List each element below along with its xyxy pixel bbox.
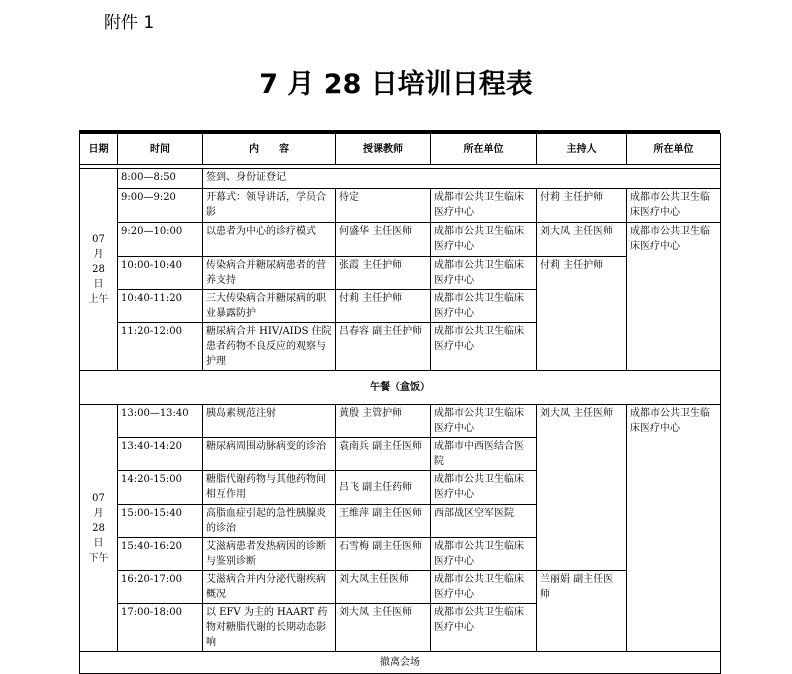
lunch-cell: 午餐（盒饭） <box>80 371 721 405</box>
attachment-label: 附件 1 <box>104 13 155 33</box>
date-line: 07 <box>92 234 105 245</box>
time-cell: 15:00-15:40 <box>118 505 203 538</box>
date-line: 07 <box>92 492 105 504</box>
teacher-cell: 待定 <box>336 189 431 223</box>
host-unit-cell: 成都市公共卫生临床医疗中心 <box>627 405 721 652</box>
closing-cell: 撤离会场 <box>80 652 721 674</box>
unit-cell: 成都市公共卫生临床医疗中心 <box>431 290 537 323</box>
teacher-cell: 何盛华 主任医师 <box>336 223 431 257</box>
date-line: 下午 <box>88 552 109 564</box>
unit-cell: 成都市公共卫生临床医疗中心 <box>431 323 537 371</box>
schedule-table <box>79 133 721 674</box>
header-content: 内 容 <box>203 134 336 165</box>
time-cell: 17:00-18:00 <box>118 604 203 652</box>
teacher-cell: 付莉 主任护师 <box>336 290 431 323</box>
unit-cell: 成都市公共卫生临床医疗中心 <box>431 471 537 505</box>
content-cell: 糖脂代谢药物与其他药物间相互作用 <box>203 471 336 505</box>
date-cell-morning <box>80 169 118 371</box>
teacher-cell: 吕飞 副主任药师 <box>336 471 431 505</box>
header-host-unit: 所在单位 <box>627 134 721 165</box>
date-line: 日 <box>93 537 104 549</box>
date-cell-afternoon <box>80 405 118 652</box>
page-title: 7 月 28 日培训日程表 <box>259 69 533 100</box>
time-cell: 8:00—8:50 <box>118 169 203 189</box>
content-cell: 艾滋病合并内分泌代谢疾病概况 <box>203 571 336 604</box>
teacher-cell: 刘大凤 主任医师 <box>336 604 431 652</box>
date-line: 上午 <box>88 294 109 305</box>
content-cell: 艾滋病患者发热病因的诊断与鉴别诊断 <box>203 538 336 571</box>
host-cell: 兰丽娟 副主任医师 <box>537 571 627 652</box>
content-cell: 糖尿病合并 HIV/AIDS 住院患者药物不良反应的观察与护理 <box>203 323 336 371</box>
unit-cell: 成都市公共卫生临床医疗中心 <box>431 189 537 223</box>
table-row <box>80 405 721 438</box>
lunch-row <box>80 371 721 405</box>
unit-cell: 成都市公共卫生临床医疗中心 <box>431 571 537 604</box>
content-cell: 高脂血症引起的急性胰腺炎的诊治 <box>203 505 336 538</box>
header-teacher: 授课教师 <box>336 134 431 165</box>
date-line: 28 <box>92 522 105 534</box>
time-cell: 15:40-16:20 <box>118 538 203 571</box>
content-cell: 传染病合并糖尿病患者的营养支持 <box>203 257 336 290</box>
content-cell: 以患者为中心的诊疗模式 <box>203 223 336 257</box>
teacher-cell: 石雪梅 副主任医师 <box>336 538 431 571</box>
content-cell: 三大传染病合并糖尿病的职业暴露防护 <box>203 290 336 323</box>
unit-cell: 成都市公共卫生临床医疗中心 <box>431 604 537 652</box>
content-cell: 糖尿病周围动脉病变的诊治 <box>203 438 336 471</box>
header-time: 时间 <box>118 134 203 165</box>
header-date: 日期 <box>80 134 118 165</box>
host-cell: 付莉 主任护师 <box>537 189 627 223</box>
header-unit: 所在单位 <box>431 134 537 165</box>
time-cell: 16:20-17:00 <box>118 571 203 604</box>
time-cell: 13:00—13:40 <box>118 405 203 438</box>
table-row <box>80 169 721 189</box>
time-cell: 9:20—10:00 <box>118 223 203 257</box>
table-row <box>80 189 721 223</box>
header-host: 主持人 <box>537 134 627 165</box>
table-row <box>80 223 721 257</box>
teacher-cell: 袁南兵 副主任医师 <box>336 438 431 471</box>
date-line: 月 <box>93 249 104 260</box>
teacher-cell: 黄殷 主管护师 <box>336 405 431 438</box>
unit-cell: 成都市公共卫生临床医疗中心 <box>431 538 537 571</box>
time-cell: 9:00—9:20 <box>118 189 203 223</box>
unit-cell: 西部战区空军医院 <box>431 505 537 538</box>
unit-cell: 成都市中西医结合医院 <box>431 438 537 471</box>
host-unit-cell: 成都市公共卫生临床医疗中心 <box>627 189 721 223</box>
table-row <box>80 257 721 290</box>
teacher-cell: 王维萍 副主任医师 <box>336 505 431 538</box>
unit-cell: 成都市公共卫生临床医疗中心 <box>431 223 537 257</box>
teacher-cell: 张霞 主任护师 <box>336 257 431 290</box>
content-cell: 以 EFV 为主的 HAART 药物对糖脂代谢的长期动态影响 <box>203 604 336 652</box>
content-cell: 胰岛素规范注射 <box>203 405 336 438</box>
content-cell: 签到、身份证登记 <box>203 169 721 189</box>
content-cell: 开幕式：领导讲话，学员合影 <box>203 189 336 223</box>
host-cell: 刘大凤 主任医师 <box>537 405 627 571</box>
host-unit-cell: 成都市公共卫生临床医疗中心 <box>627 223 721 371</box>
host-cell: 刘大凤 主任医师 <box>537 223 627 257</box>
closing-row <box>80 652 721 674</box>
unit-cell: 成都市公共卫生临床医疗中心 <box>431 257 537 290</box>
teacher-cell: 吕春容 副主任护师 <box>336 323 431 371</box>
header-row <box>80 134 721 165</box>
unit-cell: 成都市公共卫生临床医疗中心 <box>431 405 537 438</box>
host-cell: 付莉 主任护师 <box>537 257 627 371</box>
table-row <box>80 571 721 604</box>
time-cell: 10:40-11:20 <box>118 290 203 323</box>
date-line: 28 <box>92 264 105 275</box>
teacher-cell: 刘大凤主任医师 <box>336 571 431 604</box>
time-cell: 11:20-12:00 <box>118 323 203 371</box>
time-cell: 14:20-15:00 <box>118 471 203 505</box>
time-cell: 10:00-10:40 <box>118 257 203 290</box>
time-cell: 13:40-14:20 <box>118 438 203 471</box>
date-line: 月 <box>93 507 104 519</box>
date-line: 日 <box>93 279 104 290</box>
